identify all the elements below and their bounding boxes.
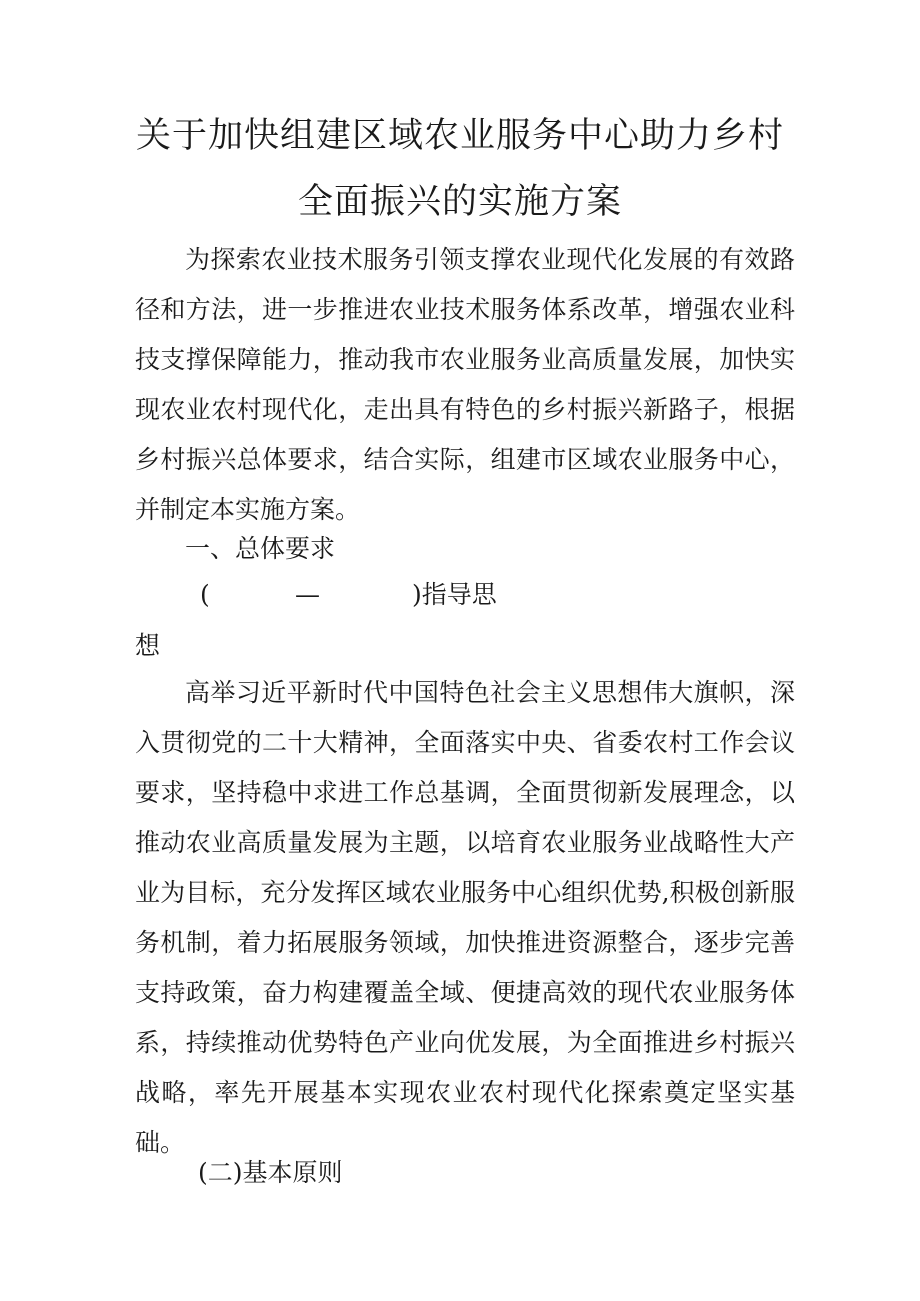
subsection-heading-guiding-thought bbox=[195, 578, 515, 612]
subsection-numeral: — bbox=[295, 580, 320, 609]
intro-paragraph: 为探索农业技术服务引领支撑农业现代化发展的有效路径和方法，进一步推进农业技术服务体系改革，增强农业科技支撑保障能力，推动我市农业服务业高质量发展，加快实现农业农村现代化，走出具有特色的乡村振兴新路子，根据乡村振兴总体要求，结合实际，组建市区域农业服务中心，并制定本实施方案。 bbox=[135, 245, 795, 524]
subsection-open-paren: ( bbox=[200, 580, 210, 609]
document-title-line-1: 关于加快组建区域农业服务中心助力乡村 bbox=[135, 116, 784, 156]
guiding-thought-paragraph: 高举习近平新时代中国特色社会主义思想伟大旗帜，深入贯彻党的二十大精神，全面落实中央、省委农村工作会议要求，坚持稳中求进工作总基调，全面贯彻新发展理念，以推动农业高质量发展为主题，以培育农业服务业战略性大产业为目标，充分发挥区域农业服务中心组织优势,积极创新服务机制，着力拓展服务领域，加快推进资源整合，逐步完善支持政策，奋力构建覆盖全域、便捷高效的现代农业服务体系，持续推动优势特色产业向优发展，为全面推进乡村振兴战略，率先开展基本实现农业农村现代化探索奠定坚实基础。 bbox=[135, 678, 795, 1157]
section-heading-general-requirements: 一、总体要求 bbox=[185, 534, 336, 563]
document-title-line-2: 全面振兴的实施方案 bbox=[297, 182, 622, 222]
subsection-label-wrap: 想 bbox=[135, 631, 161, 660]
subsection-label: )指导思 bbox=[412, 580, 497, 609]
subsection-heading-basic-principles: (二)基本原则 bbox=[198, 1158, 343, 1187]
